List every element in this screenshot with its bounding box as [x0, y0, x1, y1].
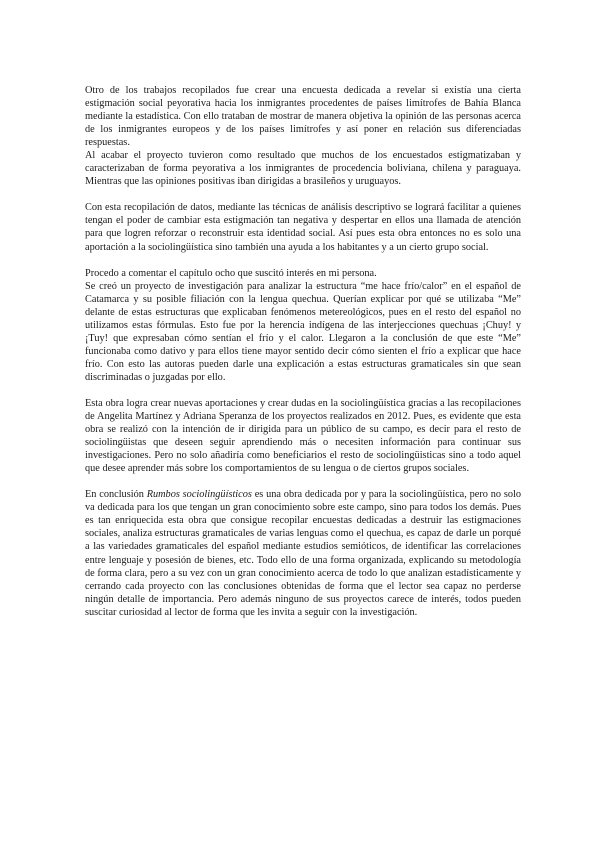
book-title: Rumbos sociolingüísticos	[146, 489, 252, 501]
paragraph-5-intro: En conclusión	[85, 489, 147, 501]
paragraph-3-part-1: Procedo a comentar el capítulo ocho que suscitó interés en mi persona.	[85, 267, 377, 279]
paragraph-1-part-1: Otro de los trabajos recopilados fue crear una encuesta dedicada a revelar si existía una cierta estigmación social peyorativa hacia los inmigrantes procedentes de países limítrofes de Bahía Blanca mediante la estadística. Con ello trataban de mostrar de manera objetiva la opinión de las personas acerca de los inmigrantes europeos y de los países limítrofes y así poner en relación sus diferenciadas respuestas.	[85, 85, 521, 149]
paragraph-4-text: Esta obra logra crear nuevas aportaciones y crear dudas en la sociolingüística gracias a las recopilaciones de Angelita Martínez y Adriana Speranza de los proyectos realizados en 2012. Pues, es evidente que esta obra se realizó con la intención de ir dirigida para un público de su campo, es decir para el resto de sociolingüistas que deseen seguir aprendiendo más o necesiten información para continuar sus investigaciones. Pero no solo añadiría como beneficiarios el resto de sociolingüisticas sino a todo aquel que desee aprender más sobre los comportamientos de su lengua o de ciertos grupos sociales.	[85, 397, 521, 475]
paragraph-5	[85, 488, 521, 618]
paragraph-5-rest: es una obra dedicada por y para la sociolingüística, pero no solo va dedicada para los que tengan un gran conocimiento sobre este campo, sino para todos los demás. Pues es tan enriquecida esta obra que consigue recopilar encuestas dedicadas a destruir las estigmaciones sociales, analiza estructuras gramaticales de varias lenguas como el quechua, es capaz de darle un porqué a las variedades gramaticales del español mediante estudios semióticos, de identificar las correlaciones entre lenguaje y posesión de bienes, etc. Todo ello de una forma organizada, explicando su metodología de forma clara, pero a su vez con un gran conocimiento acerca de todo lo que analizan estadísticamente y cerrando cada proyecto con las conclusiones obtenidas de forma que el lector sea capaz no perderse ningún detalle de importancia. Pero además ninguno de sus proyectos carece de interés, todos pueden suscitar curiosidad al lector de forma que les invita a seguir con la investigación.	[85, 489, 521, 618]
paragraph-2-text: Con esta recopilación de datos, mediante las técnicas de análisis descriptivo se logrará facilitar a quienes tengan el poder de cambiar esta estigmación tan negativa y despertar en ellos una llamada de atención para que logren reforzar o reconstruir esta identidad social. Así pues esta obra entonces no es solo una aportación a la sociolingüística sino también una ayuda a los habitantes y a un cierto grupo social.	[85, 202, 521, 253]
paragraph-1-part-2: Al acabar el proyecto tuvieron como resultado que muchos de los encuestados estigmatizaban y caracterizaban de forma peyorativa a los inmigrantes de procedencia boliviana, chilena y paraguaya. Mientras que las opiniones positivas iban dirigidas a brasileños y uruguayos.	[85, 150, 521, 188]
document-page	[85, 84, 521, 619]
paragraph-1	[85, 84, 521, 188]
paragraph-3	[85, 267, 521, 384]
paragraph-5-text	[85, 488, 521, 618]
paragraph-3-part-2: Se creó un proyecto de investigación para analizar la estructura “me hace frío/calor” en el español de Catamarca y su posible filiación con la lengua quechua. Querían explicar por qué se utilizaba “Me” delante de estas estructuras que explicaban fenómenos metereológicos, pues en el resto del español no utilizamos estas fórmulas. Esto fue por la herencia indígena de las interjecciones quechuas ¡Chuy! y ¡Tuy! que expresaban cómo sentían el frío y el calor. Llegaron a la conclusión de que este “Me” funcionaba como dativo y para ellos tiene mayor sentido decir cómo sienten el frío a explicar que hace frío. Con esto las autoras pueden darle una explicación a estas estructuras gramaticales sin que sean discriminadas o juzgadas por ello.	[85, 280, 521, 383]
paragraph-2	[85, 201, 521, 253]
paragraph-4	[85, 397, 521, 475]
